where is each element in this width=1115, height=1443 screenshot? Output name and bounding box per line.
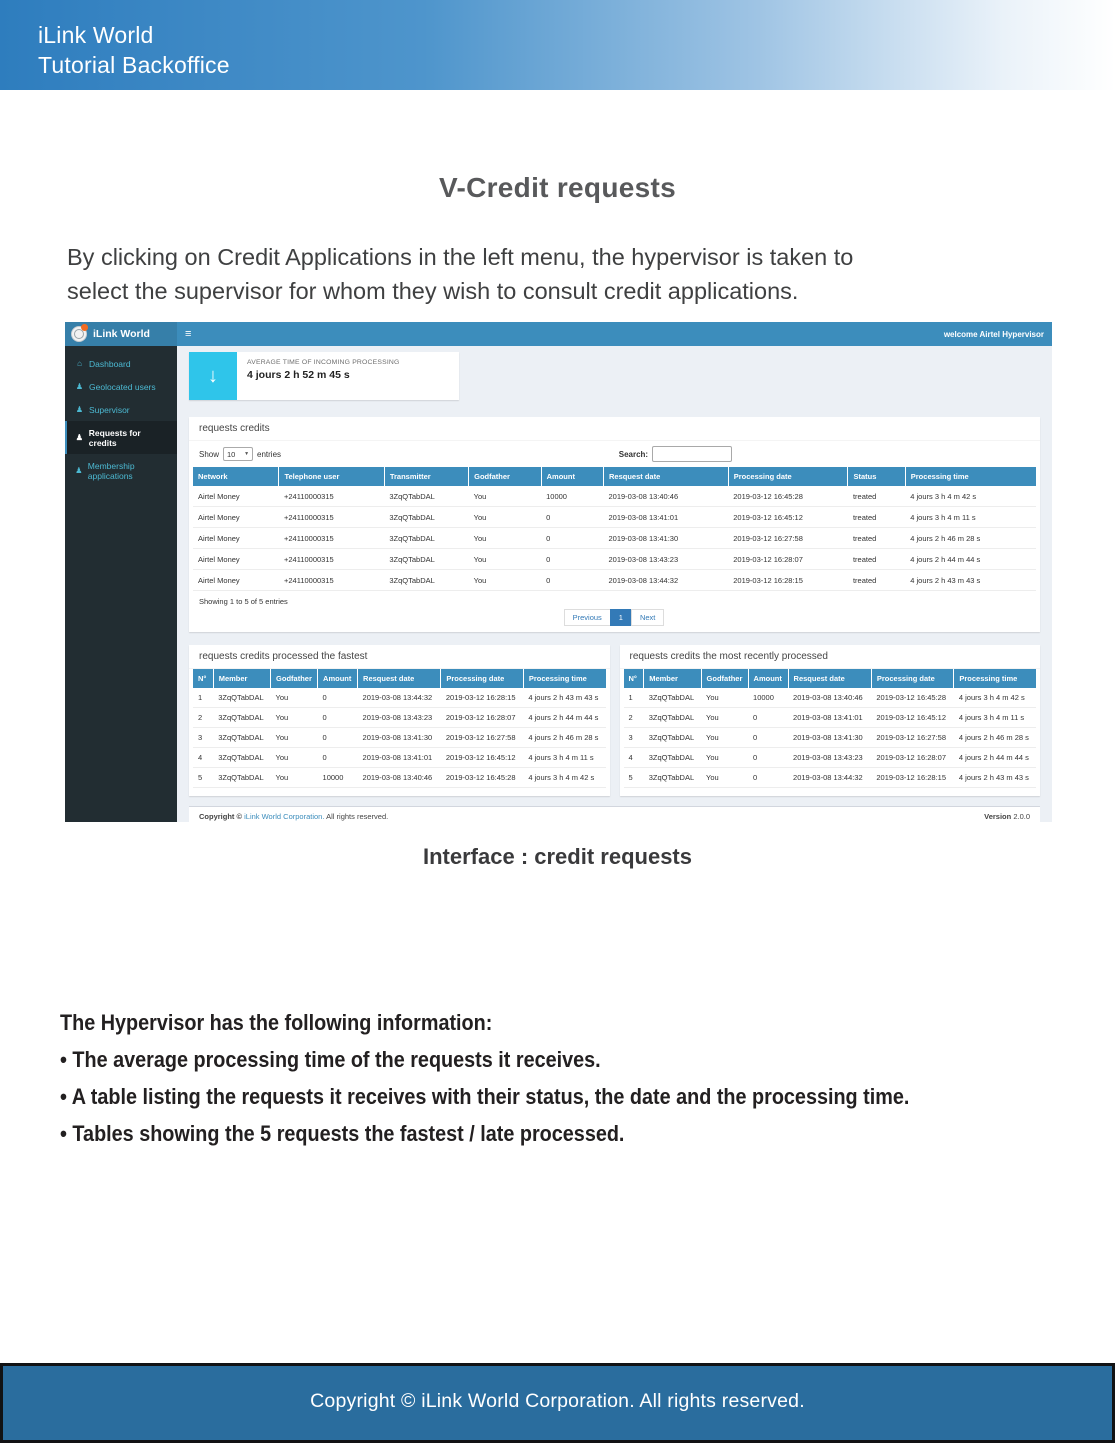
- sidebar-item-supervisor[interactable]: [65, 398, 177, 421]
- search-label: Search:: [618, 449, 649, 459]
- table-row: [193, 728, 606, 748]
- table-cell: 2019-03-12 16:45:28: [728, 486, 848, 507]
- app-footer: [189, 806, 1040, 822]
- sidebar-item-label: Geolocated users: [89, 381, 156, 392]
- table-cell: 10000: [748, 688, 788, 708]
- info-block: [60, 1004, 1115, 1152]
- table-cell: 2019-03-08 13:41:30: [788, 728, 871, 748]
- table-cell: 0: [318, 688, 358, 708]
- table-cell: You: [469, 507, 541, 528]
- screenshot-caption: Interface : credit requests: [423, 844, 692, 869]
- table-cell: treated: [848, 570, 905, 591]
- table-cell: +24110000315: [279, 528, 384, 549]
- table-row: [193, 570, 1036, 591]
- info-heading: The Hypervisor has the following information:: [60, 1010, 493, 1035]
- caret-down-icon: ▼: [244, 451, 250, 457]
- table-cell: 2: [193, 708, 213, 728]
- table-cell: 0: [748, 768, 788, 788]
- panel-title: requests credits: [189, 417, 1040, 441]
- table-row: [193, 486, 1036, 507]
- table-cell: You: [469, 570, 541, 591]
- table-cell: 2019-03-12 16:45:12: [441, 748, 524, 768]
- table-cell: 2019-03-08 13:43:23: [604, 549, 729, 570]
- table-controls: [189, 441, 1040, 467]
- table-cell: 2019-03-12 16:27:58: [441, 728, 524, 748]
- column-header[interactable]: Resquest date: [788, 669, 871, 688]
- table-cell: You: [701, 768, 748, 788]
- table-cell: 1: [193, 688, 213, 708]
- table-row: [624, 728, 1037, 748]
- table-cell: 2019-03-08 13:43:23: [358, 708, 441, 728]
- entries-label: entries: [257, 449, 282, 459]
- table-cell: 2019-03-12 16:45:28: [871, 688, 954, 708]
- document-footer-text: Copyright © iLink World Corporation. All rights reserved.: [310, 1389, 805, 1412]
- table-cell: 2019-03-12 16:28:07: [441, 708, 524, 728]
- sidebar-item-requests-for-credits[interactable]: [65, 421, 177, 454]
- table-footer: [189, 591, 1040, 626]
- info-bullet: • A table listing the requests it receives with their status, the date and the processing time.: [60, 1084, 910, 1109]
- table-cell: 2019-03-12 16:28:07: [728, 549, 848, 570]
- table-row: [193, 708, 606, 728]
- table-row: [624, 748, 1037, 768]
- table-row: [193, 528, 1036, 549]
- table-cell: 3ZqQTabDAL: [213, 768, 270, 788]
- fastest-requests-table: [193, 669, 606, 788]
- table-cell: 3ZqQTabDAL: [384, 486, 468, 507]
- column-header[interactable]: Processing time: [523, 669, 605, 688]
- sidebar-item-dashboard[interactable]: [65, 352, 177, 375]
- table-cell: 0: [541, 570, 603, 591]
- table-cell: Airtel Money: [193, 528, 279, 549]
- table-cell: 3ZqQTabDAL: [644, 688, 701, 708]
- column-header[interactable]: Status: [848, 467, 905, 486]
- table-cell: +24110000315: [279, 570, 384, 591]
- fastest-requests-panel: [189, 645, 610, 796]
- table-cell: 10000: [318, 768, 358, 788]
- showing-entries-text: Showing 1 to 5 of 5 entries: [199, 597, 288, 606]
- table-cell: 2019-03-12 16:28:07: [871, 748, 954, 768]
- column-header[interactable]: Member: [644, 669, 701, 688]
- page-length-select[interactable]: [223, 447, 253, 461]
- table-cell: You: [701, 708, 748, 728]
- column-header[interactable]: Amount: [748, 669, 788, 688]
- backoffice-screenshot: [65, 322, 1052, 822]
- table-cell: 2019-03-08 13:40:46: [604, 486, 729, 507]
- table-row: [624, 768, 1037, 788]
- table-cell: 4 jours 2 h 44 m 44 s: [954, 748, 1036, 768]
- app-topbar: [177, 322, 1052, 346]
- table-cell: You: [271, 688, 318, 708]
- version-value: 2.0.0: [1013, 812, 1030, 821]
- table-cell: 0: [541, 528, 603, 549]
- down-arrow-icon: ↓: [189, 352, 237, 400]
- table-cell: 5: [624, 768, 644, 788]
- table-cell: 4 jours 2 h 43 m 43 s: [954, 768, 1036, 788]
- table-cell: 4: [624, 748, 644, 768]
- intro-line: select the supervisor for whom they wish to consult credit applications.: [67, 278, 799, 304]
- table-row: [193, 748, 606, 768]
- table-row: [193, 507, 1036, 528]
- table-cell: 4 jours 2 h 43 m 43 s: [523, 688, 605, 708]
- table-cell: 2019-03-12 16:45:28: [441, 768, 524, 788]
- table-cell: 2019-03-08 13:44:32: [788, 768, 871, 788]
- column-header[interactable]: Godfather: [271, 669, 318, 688]
- table-cell: 3ZqQTabDAL: [213, 728, 270, 748]
- stat-card-value: 4 jours 2 h 52 m 45 s: [247, 369, 350, 381]
- sidebar-item-label: Requests for credits: [88, 427, 141, 448]
- sidebar: [65, 346, 177, 822]
- column-header[interactable]: Amount: [541, 467, 603, 486]
- table-cell: Airtel Money: [193, 507, 279, 528]
- table-cell: You: [469, 528, 541, 549]
- column-header[interactable]: Processing time: [905, 467, 1036, 486]
- table-cell: 3ZqQTabDAL: [213, 708, 270, 728]
- table-cell: 2019-03-12 16:45:12: [871, 708, 954, 728]
- table-cell: 0: [748, 748, 788, 768]
- table-cell: 2019-03-08 13:41:01: [358, 748, 441, 768]
- table-row: [193, 768, 606, 788]
- copyright-prefix: Copyright ©: [199, 812, 245, 821]
- table-cell: 0: [318, 748, 358, 768]
- sidebar-item-label: Supervisor: [89, 404, 130, 415]
- table-cell: treated: [848, 549, 905, 570]
- table-cell: 2019-03-08 13:40:46: [788, 688, 871, 708]
- sidebar-item-label: Membership applications: [87, 460, 135, 481]
- table-cell: You: [701, 728, 748, 748]
- table-cell: 2019-03-08 13:41:01: [604, 507, 729, 528]
- recent-requests-panel: [620, 645, 1041, 796]
- app-logo[interactable]: [65, 322, 177, 346]
- table-cell: 2019-03-08 13:44:32: [358, 688, 441, 708]
- users-icon: ♟: [75, 433, 83, 442]
- table-cell: 0: [748, 728, 788, 748]
- page-1-button[interactable]: 1: [610, 609, 632, 626]
- search-input[interactable]: [652, 446, 732, 462]
- table-row: [193, 549, 1036, 570]
- sidebar-item-membership-applications[interactable]: [65, 454, 177, 487]
- intro-paragraph: [67, 240, 1115, 308]
- table-row: [624, 708, 1037, 728]
- column-header[interactable]: N°: [624, 669, 644, 688]
- table-cell: 0: [318, 728, 358, 748]
- column-header[interactable]: Processing time: [954, 669, 1036, 688]
- table-cell: Airtel Money: [193, 570, 279, 591]
- table-cell: 4 jours 3 h 4 m 11 s: [523, 748, 605, 768]
- recent-requests-table: [624, 669, 1037, 788]
- rights-text: All rights reserved.: [324, 812, 389, 821]
- table-cell: +24110000315: [279, 486, 384, 507]
- table-cell: 3ZqQTabDAL: [644, 748, 701, 768]
- table-cell: +24110000315: [279, 507, 384, 528]
- stat-card-body: [237, 352, 410, 400]
- table-row: [624, 688, 1037, 708]
- table-cell: 3: [193, 728, 213, 748]
- table-cell: 4 jours 2 h 46 m 28 s: [523, 728, 605, 748]
- table-cell: 2019-03-12 16:27:58: [728, 528, 848, 549]
- table-cell: Airtel Money: [193, 549, 279, 570]
- column-header[interactable]: Network: [193, 467, 279, 486]
- users-icon: ♟: [75, 466, 83, 475]
- document-header: [0, 0, 1115, 90]
- table-cell: 3ZqQTabDAL: [213, 748, 270, 768]
- search-control: [619, 446, 732, 462]
- table-cell: You: [469, 549, 541, 570]
- table-cell: 4 jours 3 h 4 m 42 s: [523, 768, 605, 788]
- table-cell: Airtel Money: [193, 486, 279, 507]
- company-link[interactable]: iLink World Corporation.: [244, 812, 325, 821]
- table-cell: 2019-03-08 13:41:30: [604, 528, 729, 549]
- column-header[interactable]: Amount: [318, 669, 358, 688]
- table-cell: You: [271, 768, 318, 788]
- table-cell: You: [701, 688, 748, 708]
- table-cell: 2019-03-08 13:41:01: [788, 708, 871, 728]
- header-line-2: Tutorial Backoffice: [38, 52, 230, 78]
- document-footer: [0, 1363, 1115, 1443]
- table-cell: 4: [193, 748, 213, 768]
- table-cell: 3: [624, 728, 644, 748]
- requests-credits-table: [193, 467, 1036, 591]
- page-length-value: 10: [227, 449, 236, 459]
- column-header[interactable]: Transmitter: [384, 467, 468, 486]
- app-brand: iLink World: [93, 328, 150, 340]
- table-cell: 3ZqQTabDAL: [384, 507, 468, 528]
- table-cell: 3ZqQTabDAL: [384, 528, 468, 549]
- table-cell: 0: [541, 507, 603, 528]
- table-row: [193, 688, 606, 708]
- users-icon: ♟: [75, 382, 84, 391]
- table-cell: 4 jours 2 h 46 m 28 s: [905, 528, 1036, 549]
- header-line-1: iLink World: [38, 22, 154, 48]
- panel-title: requests credits the most recently processed: [620, 645, 1041, 669]
- stat-card-label: AVERAGE TIME OF INCOMING PROCESSING: [247, 359, 400, 366]
- users-icon: ♟: [75, 405, 84, 414]
- table-cell: treated: [848, 528, 905, 549]
- table-cell: 0: [318, 708, 358, 728]
- column-header[interactable]: N°: [193, 669, 213, 688]
- table-cell: 2019-03-12 16:28:15: [441, 688, 524, 708]
- table-cell: 3ZqQTabDAL: [384, 549, 468, 570]
- table-cell: 3ZqQTabDAL: [644, 768, 701, 788]
- version-label: Version: [984, 812, 1012, 821]
- table-cell: 5: [193, 768, 213, 788]
- requests-credits-panel: [189, 417, 1040, 632]
- globe-pin-logo-icon: [71, 326, 87, 342]
- page-length-control: [199, 447, 1030, 461]
- table-cell: 2019-03-08 13:40:46: [358, 768, 441, 788]
- app-navbar: [65, 322, 1052, 346]
- table-cell: 4 jours 3 h 4 m 11 s: [905, 507, 1036, 528]
- table-cell: 4 jours 2 h 46 m 28 s: [954, 728, 1036, 748]
- user-menu[interactable]: welcome Airtel Hypervisor: [943, 329, 1044, 339]
- table-cell: 4 jours 2 h 44 m 44 s: [523, 708, 605, 728]
- table-cell: You: [271, 728, 318, 748]
- table-cell: 0: [748, 708, 788, 728]
- intro-line: By clicking on Credit Applications in the left menu, the hypervisor is taken to: [67, 244, 854, 270]
- table-cell: You: [271, 708, 318, 728]
- info-bullet: • The average processing time of the requests it receives.: [60, 1047, 601, 1072]
- table-cell: You: [469, 486, 541, 507]
- table-cell: 3ZqQTabDAL: [644, 728, 701, 748]
- table-cell: 4 jours 3 h 4 m 11 s: [954, 708, 1036, 728]
- app-version: [984, 812, 1030, 821]
- column-header[interactable]: Processing date: [728, 467, 848, 486]
- previous-page-button[interactable]: Previous: [564, 609, 611, 626]
- hamburger-menu-icon[interactable]: ≡: [185, 328, 192, 340]
- table-cell: 2019-03-12 16:28:15: [871, 768, 954, 788]
- table-cell: 4 jours 2 h 43 m 43 s: [905, 570, 1036, 591]
- home-icon: ⌂: [77, 359, 82, 368]
- table-cell: treated: [848, 486, 905, 507]
- table-cell: 3ZqQTabDAL: [213, 688, 270, 708]
- table-cell: You: [701, 748, 748, 768]
- column-header[interactable]: Telephone user: [279, 467, 384, 486]
- table-cell: 2019-03-08 13:41:30: [358, 728, 441, 748]
- table-cell: 2019-03-08 13:44:32: [604, 570, 729, 591]
- page-title: V-Credit requests: [439, 172, 676, 203]
- table-cell: 4 jours 2 h 44 m 44 s: [905, 549, 1036, 570]
- app-content: [177, 346, 1052, 822]
- sidebar-item-geolocated-users[interactable]: [65, 375, 177, 398]
- table-cell: 0: [541, 549, 603, 570]
- table-cell: 2019-03-12 16:45:12: [728, 507, 848, 528]
- column-header[interactable]: Processing date: [441, 669, 524, 688]
- column-header[interactable]: Resquest date: [358, 669, 441, 688]
- column-header[interactable]: Member: [213, 669, 270, 688]
- pagination: [199, 609, 1030, 626]
- table-cell: You: [271, 748, 318, 768]
- column-header[interactable]: Resquest date: [604, 467, 729, 486]
- table-cell: 2019-03-12 16:27:58: [871, 728, 954, 748]
- table-cell: +24110000315: [279, 549, 384, 570]
- table-cell: 1: [624, 688, 644, 708]
- app-copyright: [199, 812, 388, 821]
- table-cell: 3ZqQTabDAL: [644, 708, 701, 728]
- column-header[interactable]: Processing date: [871, 669, 954, 688]
- column-header[interactable]: Godfather: [701, 669, 748, 688]
- app-body: [65, 346, 1052, 822]
- table-cell: 4 jours 3 h 4 m 42 s: [954, 688, 1036, 708]
- table-cell: treated: [848, 507, 905, 528]
- panel-title: requests credits processed the fastest: [189, 645, 610, 669]
- table-cell: 2019-03-08 13:43:23: [788, 748, 871, 768]
- table-cell: 4 jours 3 h 4 m 42 s: [905, 486, 1036, 507]
- show-label: Show: [199, 449, 220, 459]
- table-cell: 2: [624, 708, 644, 728]
- table-cell: 10000: [541, 486, 603, 507]
- sidebar-item-label: Dashboard: [89, 358, 131, 369]
- table-cell: 3ZqQTabDAL: [384, 570, 468, 591]
- info-bullet: • Tables showing the 5 requests the fastest / late processed.: [60, 1121, 625, 1146]
- bottom-panels-row: [189, 645, 1040, 796]
- next-page-button[interactable]: Next: [631, 609, 664, 626]
- column-header[interactable]: Godfather: [469, 467, 541, 486]
- table-cell: 2019-03-12 16:28:15: [728, 570, 848, 591]
- average-time-card: [189, 352, 459, 400]
